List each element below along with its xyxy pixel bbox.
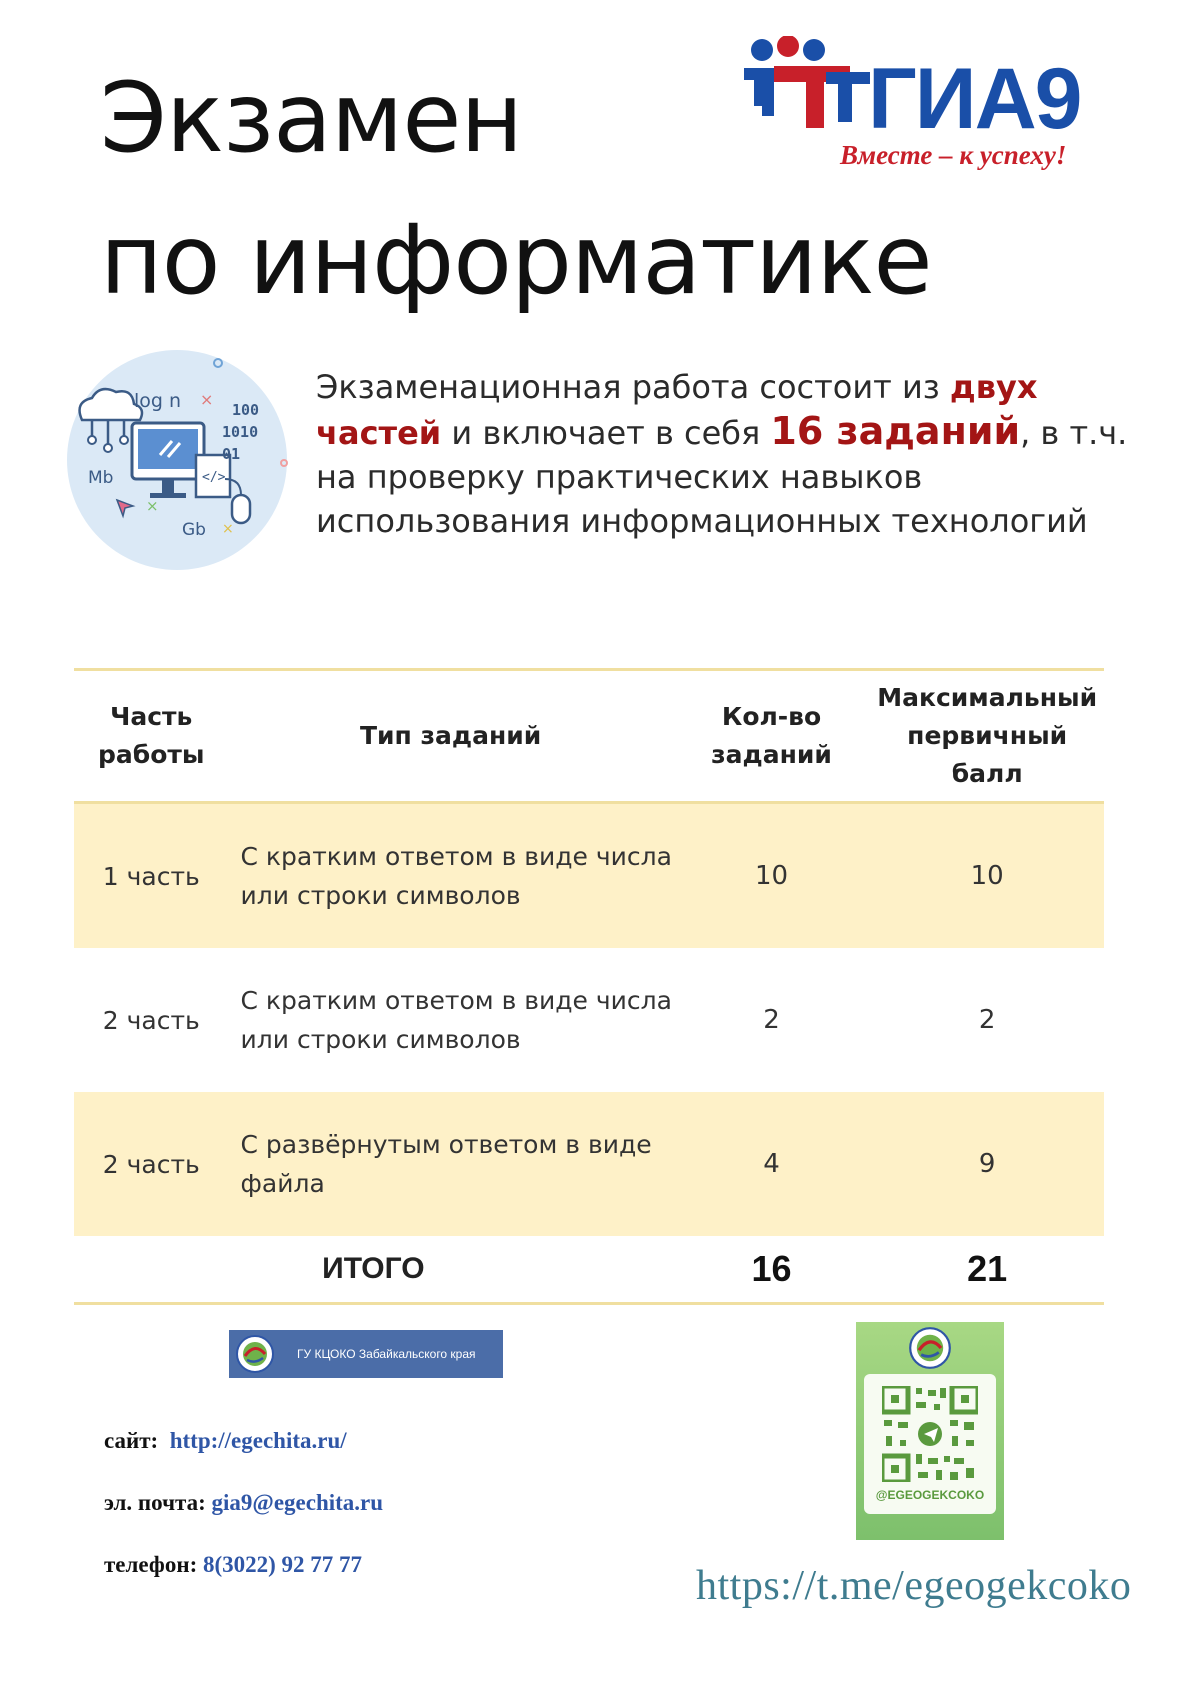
phone-link[interactable]: 8(3022) 92 77 77 — [202, 1552, 363, 1577]
mb-label: Mb — [88, 468, 114, 488]
it-illustration — [62, 345, 292, 575]
intro-text-2: и включает в себя — [441, 414, 771, 452]
contact-phone — [104, 1552, 362, 1578]
site-link[interactable]: http://egechita.ru/ — [169, 1428, 347, 1453]
phone-label: телефон: — [104, 1552, 198, 1577]
cell-type: С кратким ответом в виде числа или строки символов — [229, 803, 673, 949]
cell-max-score: 10 — [870, 803, 1104, 949]
qr-inner — [864, 1374, 996, 1514]
table-header-row — [74, 671, 1104, 803]
logn-label: log n — [134, 390, 182, 412]
table-total-row — [74, 1236, 1104, 1304]
cell-type: С развёрнутым ответом в виде файла — [229, 1092, 673, 1236]
binary-1010: 1010 — [222, 423, 259, 441]
contact-email — [104, 1490, 383, 1516]
intro-highlight-tasks: 16 заданий — [770, 409, 1021, 453]
title-line-2: по информатике — [100, 204, 932, 316]
email-link[interactable]: gia9@egechita.ru — [211, 1490, 384, 1515]
header-max-score: Максимальный первичный балл — [877, 683, 1098, 788]
cell-max-score: 2 — [978, 1004, 996, 1035]
svg-text:</>: </> — [202, 470, 226, 485]
cell-count: 4 — [673, 1092, 871, 1236]
cell-type: С кратким ответом в виде числа или строки символов — [240, 986, 672, 1054]
org-emblem-icon — [235, 1334, 275, 1374]
x-mark-3: × — [222, 521, 234, 537]
telegram-link[interactable]: https://t.me/egeogekcoko — [696, 1563, 1132, 1609]
cell-part: 2 часть — [74, 1092, 229, 1236]
site-label: сайт: — [104, 1428, 159, 1453]
gia9-logo — [740, 36, 1120, 176]
mouse-icon — [232, 495, 250, 523]
binary-100: 100 — [232, 401, 260, 419]
cell-max-score: 9 — [870, 1092, 1104, 1236]
header-type: Тип заданий — [359, 721, 542, 750]
exam-description — [316, 365, 1136, 543]
qr-card[interactable] — [856, 1322, 1004, 1540]
total-label: ИТОГО — [322, 1252, 425, 1285]
cell-count: 10 — [673, 803, 871, 949]
intro-highlight-parts: двух частей — [316, 368, 1038, 452]
intro-text-1: Экзаменационная работа состоит из — [316, 368, 950, 406]
table-row — [74, 803, 1104, 949]
total-max-score: 21 — [967, 1248, 1008, 1289]
qr-code-icon — [882, 1386, 978, 1482]
gia9-people-icon — [740, 36, 880, 146]
exam-structure-table — [74, 668, 1104, 1305]
intro-text-3: , в т.ч. на проверку практических навыков использования информационных технологий — [316, 414, 1128, 540]
header-count: Кол-во заданий — [711, 702, 832, 769]
x-mark-1: × — [200, 390, 214, 409]
email-label: эл. почта: — [104, 1490, 206, 1515]
qr-handle: @EGEOGEKCOKO — [875, 1488, 985, 1502]
org-banner — [229, 1330, 503, 1378]
org-name: ГУ КЦОКО Забайкальского края — [297, 1347, 476, 1361]
contact-site — [104, 1428, 347, 1454]
table-row — [74, 1092, 1104, 1236]
header-part: Часть работы — [98, 702, 205, 769]
binary-01: 01 — [222, 445, 241, 463]
title-line-1: Экзамен — [100, 62, 523, 174]
total-count: 16 — [751, 1248, 792, 1289]
x-mark-2: × — [146, 497, 159, 515]
cell-part: 1 часть — [74, 803, 229, 949]
qr-emblem-icon — [908, 1326, 952, 1370]
cell-count: 2 — [763, 1004, 780, 1035]
cell-part: 2 часть — [102, 1005, 200, 1035]
logo-slogan: Вместе – к успеху! — [840, 140, 1067, 170]
logo-name: ГИА9 — [868, 51, 1081, 147]
gb-label: Gb — [182, 520, 206, 540]
table-row — [74, 948, 1104, 1092]
